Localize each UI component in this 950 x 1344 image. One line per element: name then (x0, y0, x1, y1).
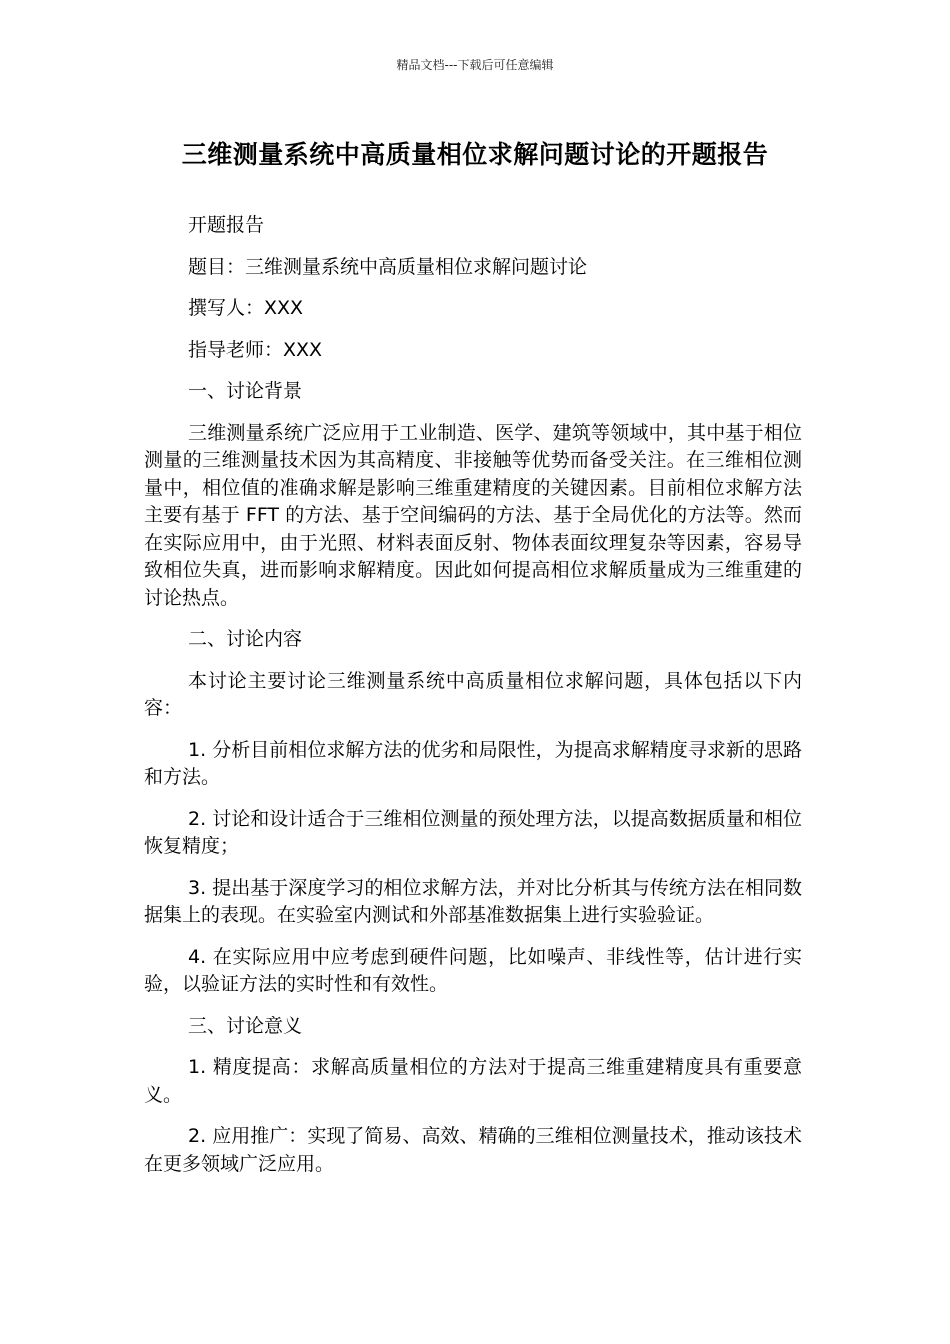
page-header: 精品文档---下载后可任意编辑 (396, 58, 554, 72)
content-item-4: 4. 在实际应用中应考虑到硬件问题，比如噪声、非线性等，估计进行实验，以验证方法的实时性和有效性。 (144, 945, 802, 995)
content-item-1: 1. 分析目前相位求解方法的优劣和局限性，为提高求解精度寻求新的思路和方法。 (144, 738, 802, 788)
document-title: 三维测量系统中高质量相位求解问题讨论的开题报告 (181, 140, 769, 169)
section-heading-background: 一、讨论背景 (188, 380, 303, 402)
content-item-2: 2. 讨论和设计适合于三维相位测量的预处理方法，以提高数据质量和相位恢复精度； (144, 807, 802, 857)
author-line: 撰写人：XXX (188, 297, 304, 319)
significance-item-1: 1. 精度提高：求解高质量相位的方法对于提高三维重建精度具有重要意义。 (144, 1056, 802, 1106)
content-intro-paragraph: 本讨论主要讨论三维测量系统中高质量相位求解问题，具体包括以下内容： (144, 669, 802, 719)
significance-item-2: 2. 应用推广：实现了简易、高效、精确的三维相位测量技术，推动该技术在更多领域广泛应用。 (144, 1125, 802, 1175)
advisor-line: 指导老师：XXX (188, 338, 323, 361)
background-paragraph: 三维测量系统广泛应用于工业制造、医学、建筑等领域中，其中基于相位测量的三维测量技术因为其高精度、非接触等优势而备受关注。在三维相位测量中，相位值的准确求解是影响三维重建精度的关键因素。目前相位求解方法主要有基于 FFT 的方法、基于空间编码的方法、基于全局优化的方法等。然而在实际应用中，由于光照、材料表面反射、物体表面纹理复杂等因素，容易导致相位失真，进而影响求解精度。因此如何提高相位求解质量成为三维重建的讨论热点。 (144, 421, 802, 609)
document-body (144, 212, 802, 1192)
topic-line: 题目：三维测量系统中高质量相位求解问题讨论 (188, 255, 588, 278)
report-label: 开题报告 (188, 214, 265, 236)
section-heading-significance: 三、讨论意义 (188, 1014, 303, 1037)
content-item-3: 3. 提出基于深度学习的相位求解方法，并对比分析其与传统方法在相同数据集上的表现。在实验室内测试和外部基准数据集上进行实验验证。 (144, 876, 802, 926)
section-heading-content: 二、讨论内容 (188, 628, 303, 650)
